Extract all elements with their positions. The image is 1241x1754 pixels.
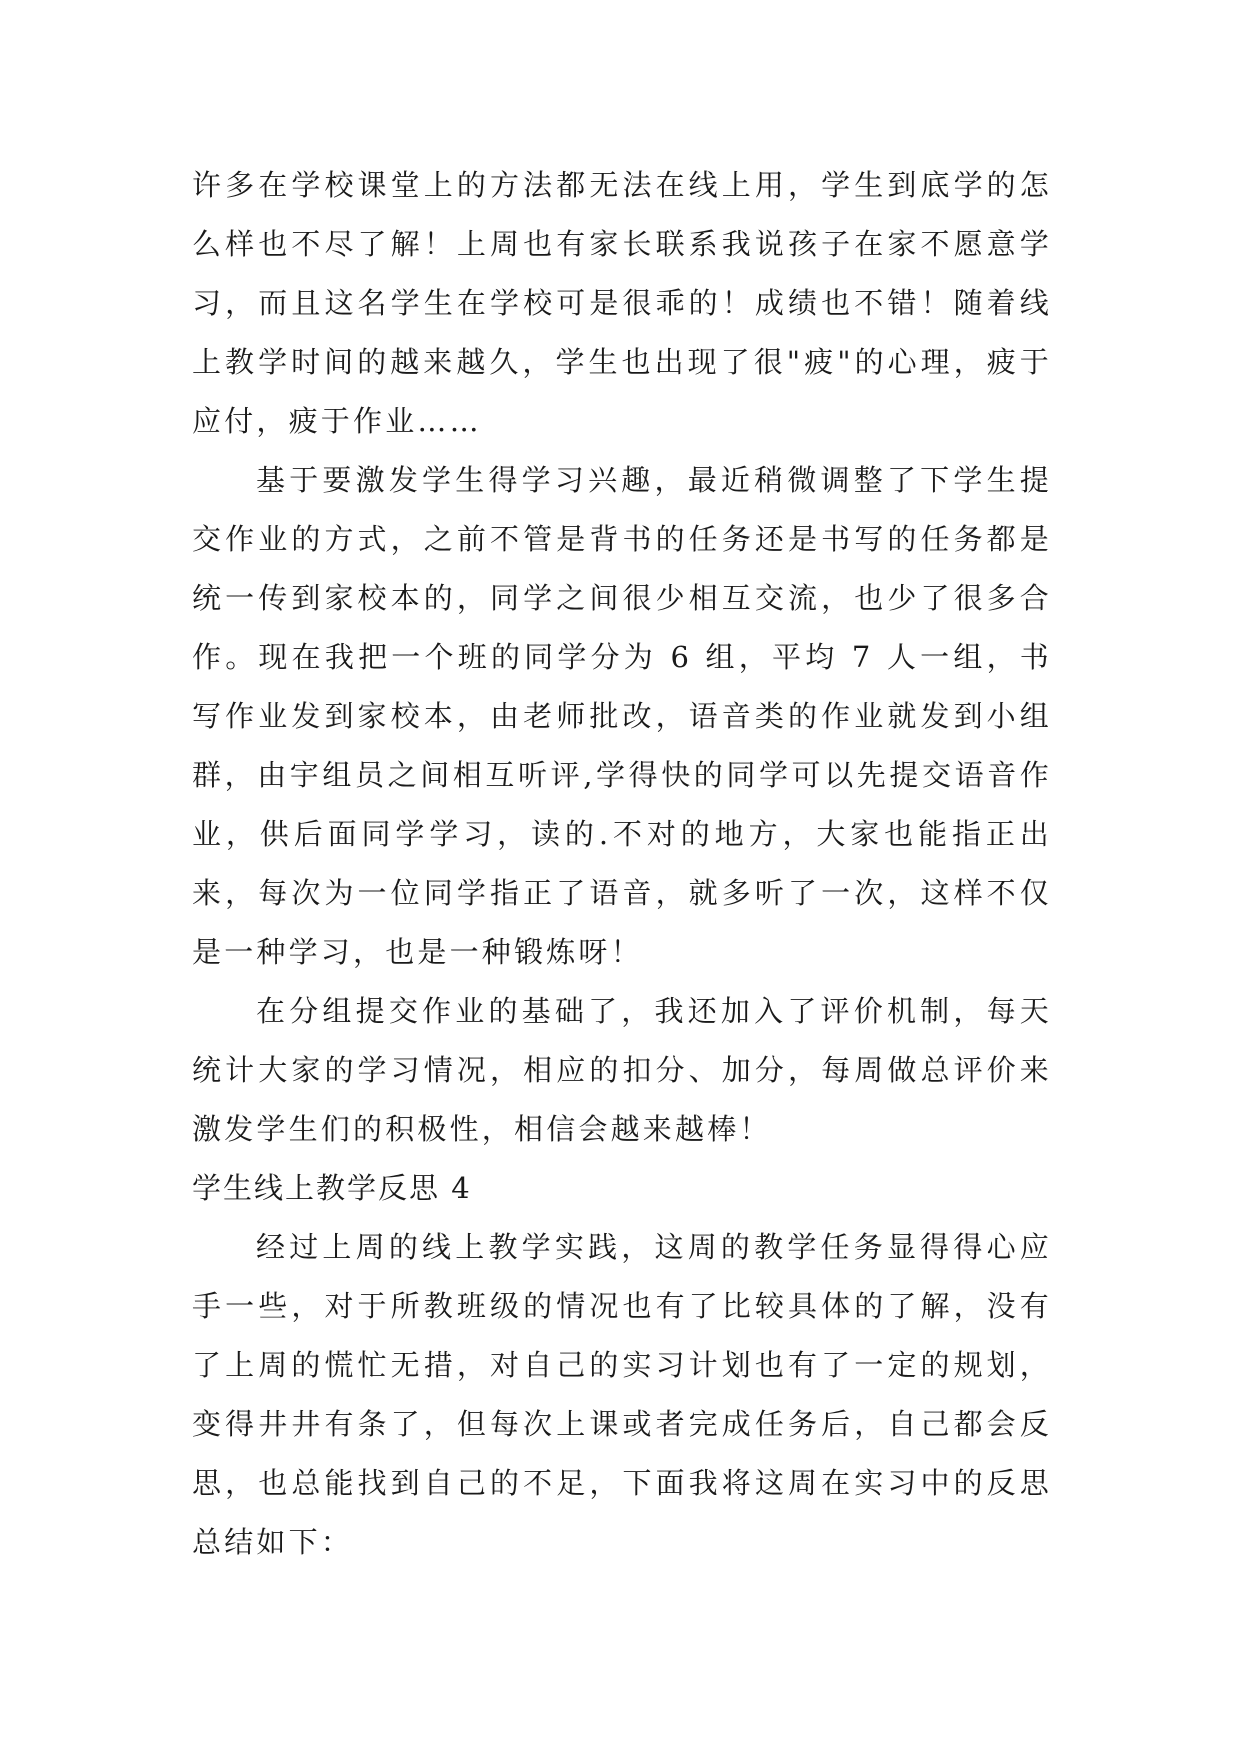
paragraph-online-methods: 许多在学校课堂上的方法都无法在线上用，学生到底学的怎么样也不尽了解！上周也有家长联系我说孩子在家不愿意学习，而且这名学生在学校可是很乖的！成绩也不错！随着线上教学时间的越来越久，学生也出现了很"疲"的心理，疲于应付，疲于作业…… [192, 168, 1052, 438]
paragraph-evaluation-mechanism: 在分组提交作业的基础了，我还加入了评价机制，每天统计大家的学习情况，相应的扣分、加分，每周做总评价来激发学生们的积极性，相信会越来越棒！ [192, 994, 1052, 1146]
section-heading: 学生线上教学反思 4 [192, 1171, 472, 1205]
document-body [192, 156, 1052, 1572]
paragraph-weekly-reflection: 经过上周的线上教学实践，这周的教学任务显得得心应手一些，对于所教班级的情况也有了比较具体的了解，没有了上周的慌忙无措，对自己的实习计划也有了一定的规划，变得井井有条了，但每次上课或者完成任务后，自己都会反思，也总能找到自己的不足，下面我将这周在实习中的反思总结如下： [192, 1230, 1052, 1559]
paragraph-group-homework: 基于要激发学生得学习兴趣，最近稍微调整了下学生提交作业的方式，之前不管是背书的任务还是书写的任务都是统一传到家校本的，同学之间很少相互交流，也少了很多合作。现在我把一个班的同学分为 6 组，平均 7 人一组，书写作业发到家校本，由老师批改，语音类的作业就发到小组群，由宇组员之间相互听评,学得快的同学可以先提交语音作业，供后面同学学习，读的.不对的地方，大家也能指正出来，每次为一位同学指正了语音，就多听了一次，这样不仅是一种学习，也是一种锻炼呀！ [192, 463, 1052, 969]
